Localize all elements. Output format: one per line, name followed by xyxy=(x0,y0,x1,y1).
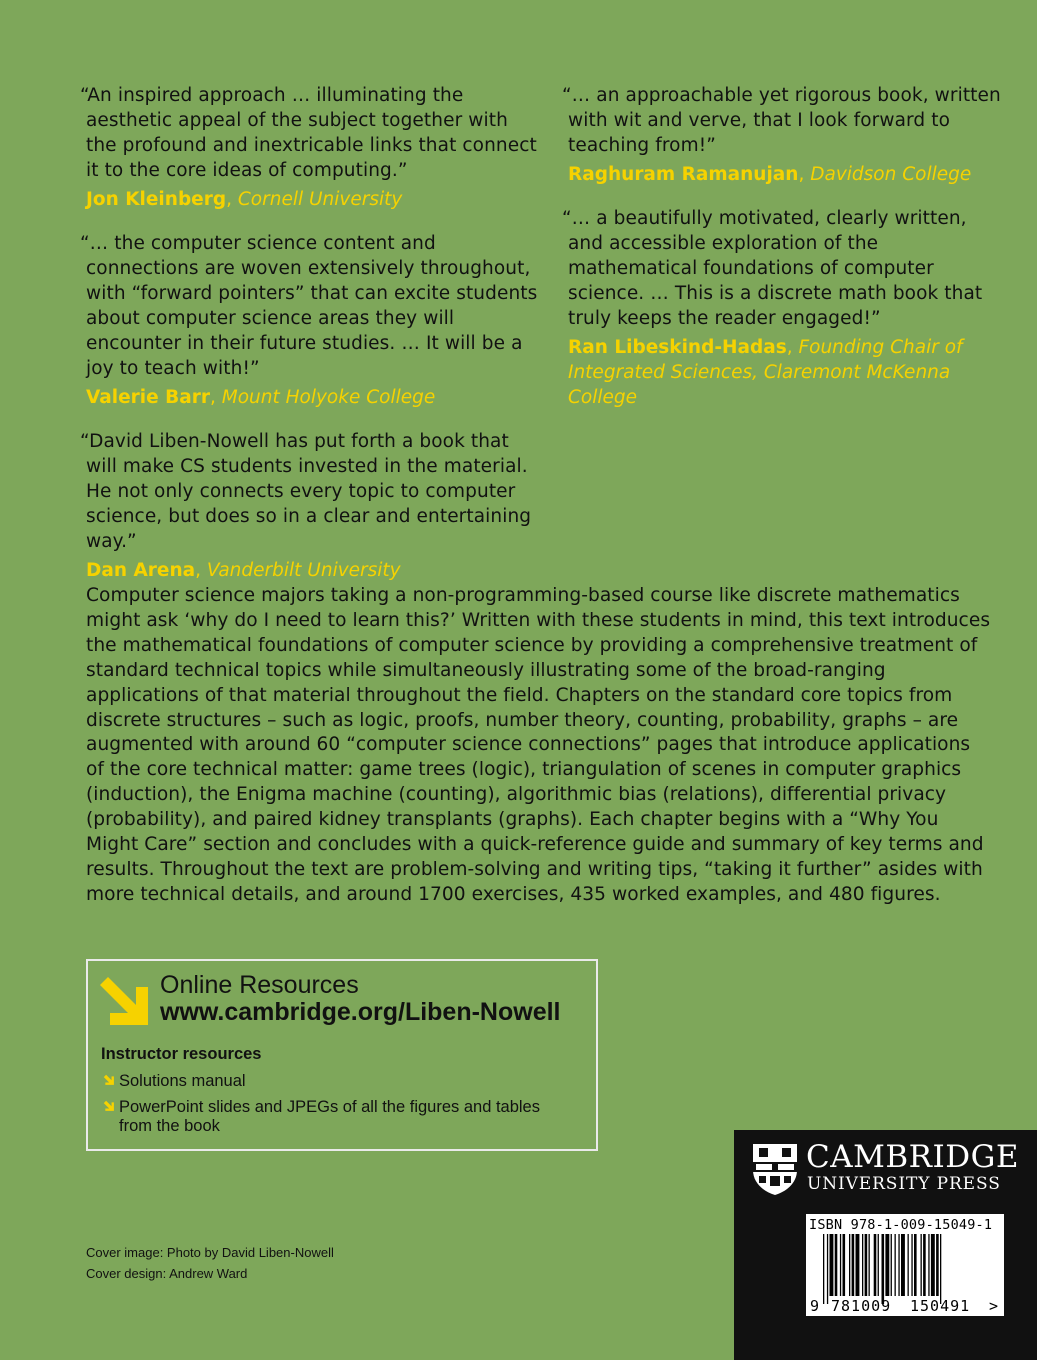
quote-text: “… the computer science content and connections are woven extensively throughout, with “forward pointers” that can excite students about computer science areas they will encounter in their future studies. … It will be a joy to teach with!” xyxy=(80,233,538,379)
barcode-bar xyxy=(940,1234,941,1304)
arrow-down-right-icon xyxy=(96,975,150,1027)
instructor-resources-heading: Instructor resources xyxy=(101,1045,262,1063)
barcode-bar xyxy=(869,1234,870,1296)
quote-kleinberg xyxy=(80,83,540,212)
resource-item-slides xyxy=(101,1098,559,1136)
quote-author: Raghuram Ramanujan xyxy=(568,164,799,185)
barcode-bar xyxy=(931,1234,935,1296)
barcode-bar xyxy=(911,1234,912,1296)
cambridge-shield-icon xyxy=(751,1142,799,1196)
isbn-label: ISBN 978-1-009-15049-1 xyxy=(809,1217,993,1233)
attribution-separator: , xyxy=(798,164,811,185)
barcode-bar xyxy=(882,1234,885,1304)
arrow-bullet-icon xyxy=(101,1074,119,1088)
quote-institution: Mount Holyoke College xyxy=(221,387,436,408)
resources-url-link[interactable]: www.cambridge.org/Liben-Nowell xyxy=(160,998,561,1026)
barcode-bar xyxy=(898,1234,899,1296)
attribution-separator: , xyxy=(226,189,238,210)
barcode-bar xyxy=(895,1234,896,1296)
isbn-digit-lead: 9 xyxy=(810,1297,820,1314)
quote-ramanujan xyxy=(562,83,1002,187)
quote-institution: Founding Chair of Integrated Sciences, Claremont McKenna College xyxy=(568,337,963,408)
barcode-bar xyxy=(874,1234,877,1296)
isbn-barcode xyxy=(806,1214,1004,1316)
online-resources-box xyxy=(86,959,598,1151)
barcode-bar xyxy=(865,1234,868,1296)
barcode-bar xyxy=(878,1234,879,1296)
publisher-subtitle: UNIVERSITY PRESS xyxy=(807,1174,1001,1194)
barcode-bar xyxy=(885,1234,889,1296)
publisher-block xyxy=(734,1130,1037,1360)
quote-text: “… an approachable yet rigorous book, written with wit and verve, that I look forward to teaching from!” xyxy=(562,85,1001,156)
quote-libeskind-hadas xyxy=(562,206,1002,410)
quote-author: Jon Kleinberg xyxy=(86,189,227,210)
attribution-separator: , xyxy=(195,560,207,581)
barcode-bar xyxy=(901,1234,905,1296)
resource-item-label: Solutions manual xyxy=(119,1072,246,1090)
barcode-bar xyxy=(908,1234,909,1296)
resources-title: Online Resources xyxy=(160,971,359,999)
quote-author: Ran Libeskind-Hadas xyxy=(568,337,787,358)
quote-institution: Davidson College xyxy=(810,164,972,185)
barcode-bar xyxy=(823,1234,824,1304)
barcode-bar xyxy=(914,1234,917,1296)
quotes-right-column xyxy=(562,83,1002,429)
quote-text: “David Liben-Nowell has put forth a book that will make CS students invested in the material. He not only connects every topic to computer science, but does so in a clear and entertaining way.” xyxy=(80,431,532,552)
quote-text: “… a beautifully motivated, clearly written, and accessible exploration of the mathematical foundations of computer science. … This is a discrete math book that truly keeps the reader engaged!” xyxy=(562,208,983,329)
quote-attribution xyxy=(80,385,540,410)
barcode-bar xyxy=(921,1234,922,1296)
isbn-marker: > xyxy=(989,1297,999,1314)
barcode-icon xyxy=(809,1234,1001,1314)
quote-attribution xyxy=(562,335,1002,410)
book-description: Computer science majors taking a non-programming-based course like discrete mathematics might ask ‘why do I need to learn this?’ Written with these students in mind, this text introduces the mathematical foundations of computer science by providing a comprehensive treatment of standard technical topics while simultaneously illustrating some of the broad-ranging applications of that material throughout the field. Chapters on the standard core topics from discrete structures – such as logic, proofs, number theory, counting, probability, graphs – are augmented with around 60 “computer science connections” pages that introduce applications of the core technical matter: game trees (logic), triangulation of scenes in computer graphics (induction), the Enigma machine (counting), algorithmic bias (relations), differential privacy (probability), and paired kidney transplants (graphs). Each chapter begins with a “Why You Might Care” section and concludes with a quick-reference guide and summary of key terms and results. Throughout the text are problem-solving and writing tips, “taking it further” asides with more technical details, and around 1700 exercises, 435 worked examples, and 480 figures. xyxy=(86,585,991,905)
barcode-bar xyxy=(923,1234,926,1296)
publisher-name: CAMBRIDGE xyxy=(806,1139,1019,1175)
cover-design-credit: Cover design: Andrew Ward xyxy=(86,1266,248,1281)
quote-barr xyxy=(80,231,540,410)
resource-item-label: PowerPoint slides and JPEGs of all the figures and tables from the book xyxy=(119,1098,540,1135)
quote-text: “An inspired approach … illuminating the aesthetic appeal of the subject together with the profound and inextricable links that connect it to the core ideas of computing.” xyxy=(80,85,537,181)
isbn-digits-left: 781009 xyxy=(831,1297,892,1314)
barcode-bar xyxy=(856,1234,860,1296)
quote-author: Valerie Barr xyxy=(86,387,210,408)
quotes-left-column xyxy=(80,83,540,602)
quote-attribution xyxy=(80,187,540,212)
barcode-bar xyxy=(827,1234,828,1304)
barcode-bar xyxy=(830,1234,834,1296)
cover-image-credit: Cover image: Photo by David Liben-Nowell xyxy=(86,1245,334,1260)
barcode-bar xyxy=(852,1234,855,1296)
barcode-bar xyxy=(835,1234,838,1296)
barcode-bar xyxy=(891,1234,892,1296)
barcode-bar xyxy=(843,1234,846,1296)
quote-attribution xyxy=(80,558,540,583)
arrow-bullet-icon xyxy=(101,1100,119,1114)
barcode-bar xyxy=(862,1234,863,1296)
barcode-bar xyxy=(936,1234,939,1296)
barcode-bar xyxy=(840,1234,841,1296)
quote-arena xyxy=(80,429,540,583)
barcode-bar xyxy=(928,1234,929,1296)
quote-institution: Cornell University xyxy=(237,189,403,210)
isbn-digits-right: 150491 xyxy=(910,1297,971,1314)
cover-credits xyxy=(86,1242,334,1284)
attribution-separator: , xyxy=(209,387,222,408)
resource-item-solutions xyxy=(101,1072,559,1091)
quote-institution: Vanderbilt University xyxy=(206,560,401,581)
barcode-bar xyxy=(849,1234,850,1296)
quote-attribution xyxy=(562,162,1002,187)
attribution-separator: , xyxy=(786,337,799,358)
quote-author: Dan Arena xyxy=(86,560,196,581)
